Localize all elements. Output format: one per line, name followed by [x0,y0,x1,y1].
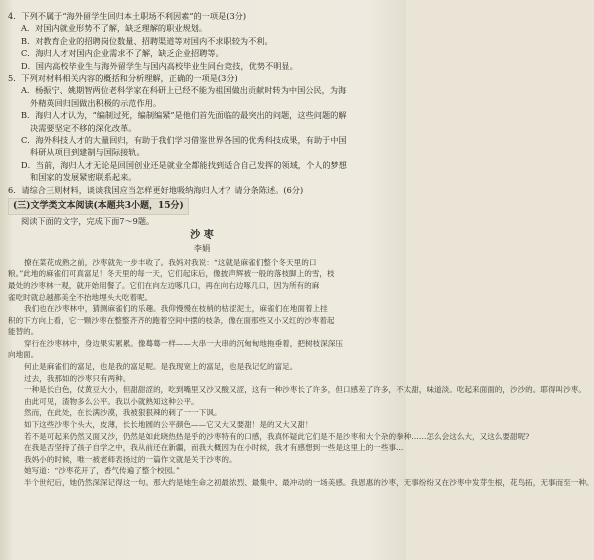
story-line: 由此可见，渣物多么公平。我以小就熟知这种公平。 [24,396,199,406]
story-author: 李娟 [193,243,211,254]
story-line: 半个世纪后，她仍然深深记得这一句。那大约是她生命之初最浓烈、最集中、最冲动的一场美感。我恩惠的沙枣，无事纷纷又在沙枣中发芽生根，花鸟拓，无事而至一种。 [24,478,594,487]
page-content [8,10,594,489]
question-5-option-d-cont: 和国家的发展紧密联系起来。 [30,172,137,183]
story-line: 何止是麻雀们的富足，也是我的富足呢。是我现宽上的富足，也是我记忆的富足。 [24,362,298,372]
story-line: 过去，我那如的沙枣只有两种。 [24,373,131,383]
story-line: 撩在菜花成熟之前，沙枣就先一步丰收了。我妈对我说：“这就是麻雀们整个冬天里的口 [24,257,317,267]
question-4-option-c: C．海归人才对国内企业需求不了解，缺乏企业招聘等。 [21,48,224,59]
story-line: 积的下方向上看，它一颗沙枣在整整齐齐的跑着空间中摆的枝条，像在面那些又小又红的沙枣着起 [8,315,335,325]
story-line: 我妈小的时候，唯一被老师表扬过的一篇作文就是关于沙枣的。 [24,454,237,464]
question-4-option-b: B．对教育企业的招聘岗位数量、招聘渠道等对国内不求职较为不利。 [21,35,273,46]
question-4-option-a: A．对国内就业形势不了解，缺乏理解的职业规划。 [21,23,208,34]
story-line: 雀吃时就总越都美全不抬地埋头大吃着呢。 [8,292,153,302]
question-6-stem: 6．请综合三则材料，谈谈我国应当怎样更好地吸纳海归人才？请分条陈述。(6分) [8,184,304,195]
story-line: 在我是否坚持了孩子自学之中，我从前还在新疆，而我大概因为在小时候，我才有感想到一些是这里上的一些事... [24,443,404,453]
story-line: 若不是可起来仍然又面又沙，仍然是如此晓热热是乎的沙枣特有的口感，我真怀疑此它们是不是沙枣和大个杂的拳种……怎么会这么大，又这么要甜呢? [24,431,530,441]
story-line: 粮。”此地的麻雀们可真富足！冬天里的每一天，它们起床后，像披声辉被一般的落枝脚上的雪，枝 [8,269,335,279]
story-line: 最处的沙枣林一观，就开始用餐了。它们在向左边啄几口，再在向右边啄几口，因为所有的麻 [8,280,320,290]
question-5-stem: 5．下列对材料相关内容的概括和分析理解，正确的一项是(3分) [8,73,238,84]
section-heading: (三)文学类文本阅读(本题共3小题，15分) [8,198,189,214]
story-line: 如下这些沙枣个头大，皮薄，长长地圆的公平颜色——它又大又要甜！是的又大又甜！ [24,420,313,430]
question-4-option-d: D．国内高校毕业生与海外留学生与国内高校毕业生同台竞技，优势不明显。 [21,60,298,71]
question-5-option-d: D．当前，海归人才无论是回国创业还是就业全都能找到适合自己发挥的领域，个人的梦想 [21,159,347,170]
story-line: 能替的。 [8,327,39,337]
question-5-option-b: B．海归人才认为，“编制过死，编制编紧”是他们首先面临的最突出的问题，这些问题的解 [21,110,347,121]
story-line: 穿行在沙枣林中，身边果实累累。像蓦蓦一样——大串一大串的沉甸甸地拖垂着，把树枝深深压 [24,338,343,348]
question-4-stem: 4．下列不属于“海外留学生回归本土职场不利因素”的一项是(3分) [8,11,247,21]
story-line: 她写道：“沙枣花开了，香气传遍了整个校园。” [24,466,180,476]
story-title: 沙 枣 [190,229,214,241]
story-body [8,257,594,489]
question-5-option-c-cont: 科研从项目到建制与国际接轨。 [30,147,145,158]
question-5-option-b-cont: 决需要坚定不移的深化改革。 [30,122,137,133]
question-5-option-a-cont: 外精英回归国做出积极的示范作用。 [30,97,162,108]
question-5-option-c: C．海外科技人才的大量回归，有助于我们学习借鉴世界各国的优秀科技成果，有助于中国 [21,135,347,146]
story-line: 我们也在沙枣林中，猜测麻雀们的乐趣。我仰慢慢在枝梢的枯涩泥土，麻雀们在地面着上挂 [24,304,328,314]
question-5-option-a: A．杨振宁、姚期智两位老科学家在科研上已经不能为祖国做出贡献时转为中国公民，为海 [21,85,347,96]
story-line: 向地面。 [8,350,39,360]
story-line: 然而，在此处，在长满沙漠，我被狠狠辣的刺了一一下讽。 [24,408,222,418]
story-line: 一种是长白色，仗黄豆大小，但甜甜涩的，吃到嘴里又沙又酸又涩，这有一种沙枣长了许多，但口感差了许多，不太甜，味道淡。吃起来面面的，沙沙的。耶得叫沙枣。 [24,385,586,395]
section-instruction: 阅读下面的文字，完成下面7～9题。 [21,215,155,226]
